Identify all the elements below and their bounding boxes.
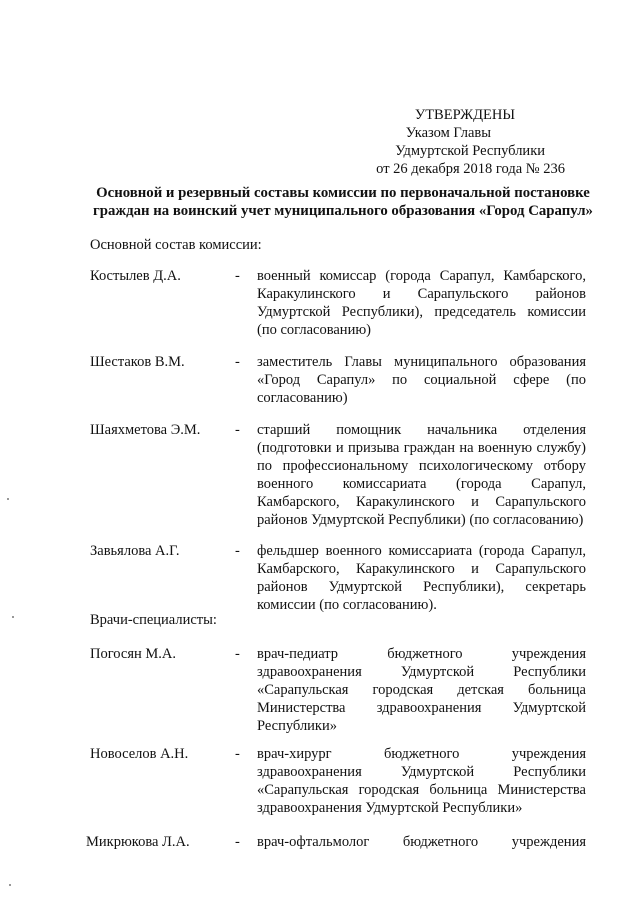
main-composition-label: Основной состав комиссии: [90,237,262,253]
member-role: фельдшер военного комиссариата (города Сарапул, Камбарского, Каракулинского и Сарапульского районов Удмуртской Республики), секретарь комиссии (по согласованию). [257,543,586,613]
approval-line-date: от 26 декабря 2018 года № 236 [376,161,565,177]
member-name: Шестаков В.М. [90,354,185,370]
dash-separator: - [235,834,240,850]
doctor-role: врач-офтальмолог бюджетного учреждения [257,834,586,850]
dash-separator: - [235,268,240,284]
dash-separator: - [235,646,240,662]
doctor-role: врач-хирург бюджетного учреждения здравоохранения Удмуртской Республики «Сарапульская городская больница Министерства здравоохранения Удмуртской Республики» [257,746,586,816]
dash-separator: - [235,746,240,762]
member-name: Завьялова А.Г. [90,543,180,559]
doctors-label: Врачи-специалисты: [90,612,217,628]
member-role: заместитель Главы муниципального образования «Город Сарапул» по социальной сфере (по согласованию) [257,354,586,406]
scan-speck [7,498,9,500]
member-role: старший помощник начальника отделения (подготовки и призыва граждан на военную службу) по профессиональному психологическому отбору военного комиссариата (города Сарапул, Камбарского, Каракулинского и Сарапульского районов Удмуртской Республики) (по согласованию) [257,422,586,528]
approval-stamp [330,106,565,178]
document-heading: Основной и резервный составы комиссии по первоначальной постановке граждан на воинский учет муниципального образования «Город Сарапул» [93,185,593,219]
scan-speck [12,616,14,618]
dash-separator: - [235,543,240,559]
doctor-name: Новоселов А.Н. [90,746,189,762]
approval-line-republic: Удмуртской Республики [395,143,545,159]
member-name: Шаяхметова Э.М. [90,422,201,438]
approval-title: УТВЕРЖДЕНЫ [414,107,515,123]
scan-speck [9,884,11,886]
member-name: Костылев Д.А. [90,268,181,284]
dash-separator: - [235,422,240,438]
doctor-role: врач-педиатр бюджетного учреждения здравоохранения Удмуртской Республики «Сарапульская городская детская больница Министерства здравоохранения Удмуртской Республики» [257,646,586,734]
doctor-name: Погосян М.А. [90,646,177,662]
doctor-name: Микрюкова Л.А. [86,834,190,850]
member-role: военный комиссар (города Сарапул, Камбарского, Каракулинского и Сарапульского районов Удмуртской Республики), председатель комиссии (по согласованию) [257,268,586,338]
approval-line-decree: Указом Главы [405,125,491,141]
dash-separator: - [235,354,240,370]
